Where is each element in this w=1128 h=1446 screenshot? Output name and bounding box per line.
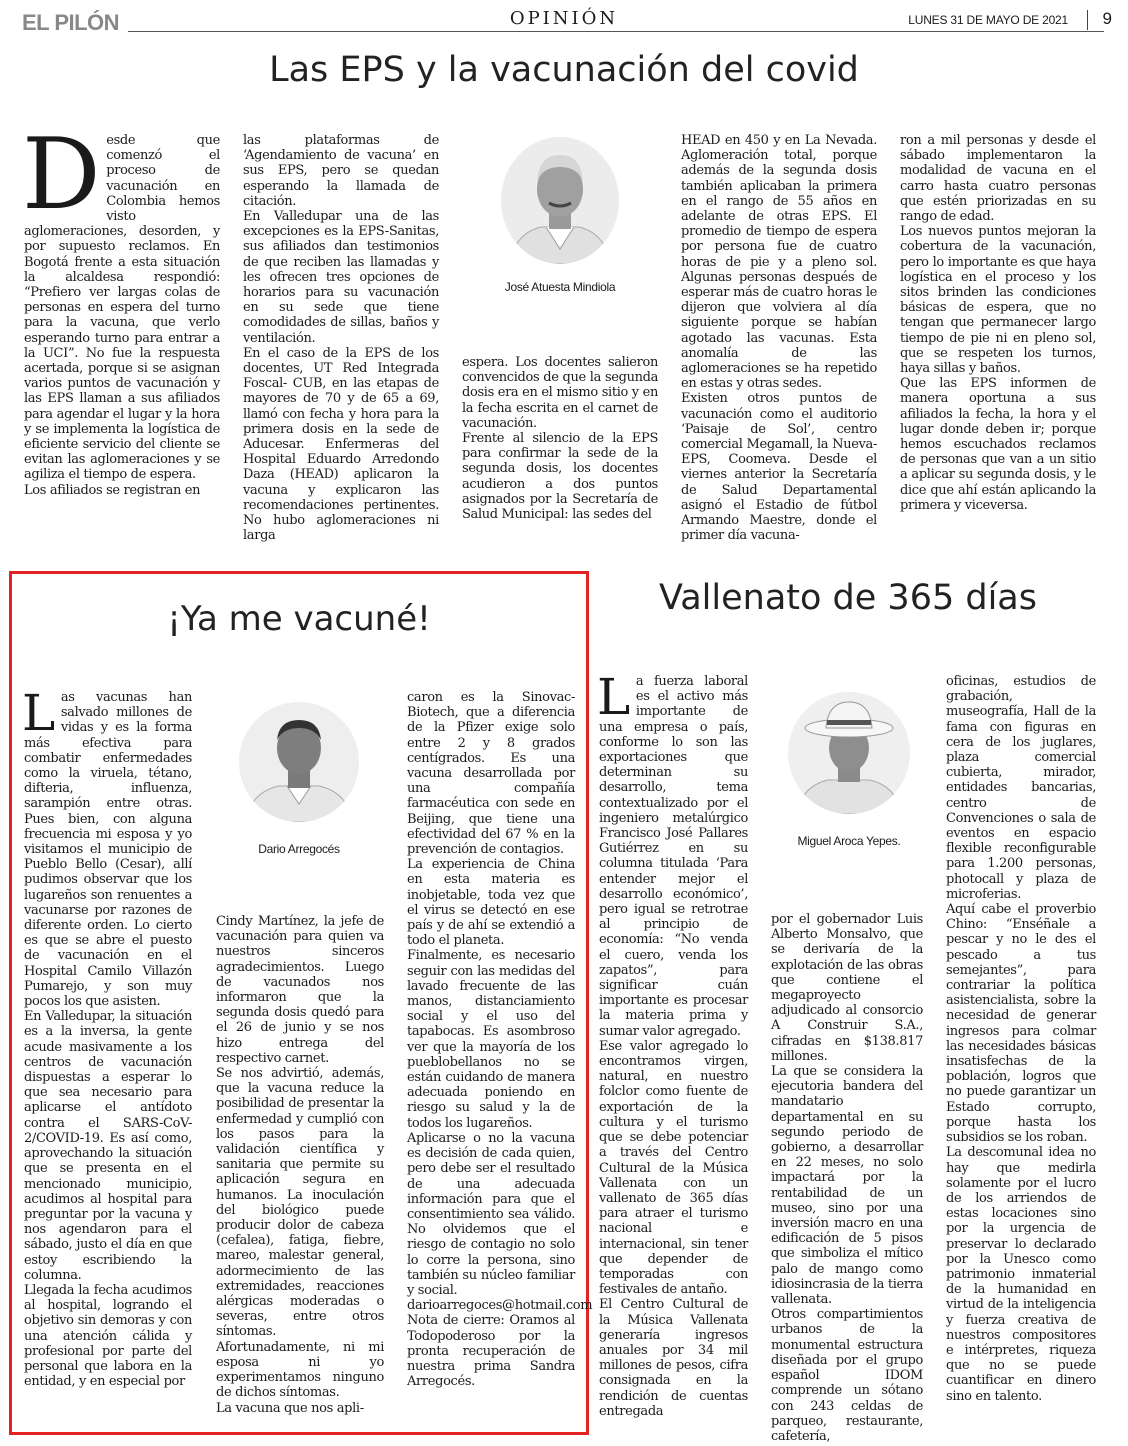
author-photo bbox=[788, 692, 910, 814]
paragraph: ron a mil personas y desde el sábado implementaron la modalidad de vacuna en el carro hasta cuatro personas que estén priorizadas en su rango de edad. bbox=[900, 133, 1096, 225]
article-column bbox=[900, 133, 1096, 513]
page-number: 9 bbox=[1102, 9, 1112, 28]
paragraph: Aquí cabe el proverbio Chino: “Enséñale a pescar y no le des el pescado a tus semejantes”, para contrariar la política asistencialista, sobre la necesidad de generar ingresos para colmar las necesidades básicas insatisfechas de la población, logros que no puede garantizar un Estado corrupto, porque hasta los subsidios se los roban. bbox=[946, 902, 1096, 1146]
paragraph: La que se considera la ejecutoria bandera del mandatario departamental en su segundo periodo de gobierno, a desarrollar en 22 meses, no solo impactará por la rentabilidad de un museo, sino por una inversión macro en una edificación de 5 pisos que simboliza el mítico palo de mango como idiosincrasia de la tierra vallenata. bbox=[771, 1064, 923, 1308]
article-column bbox=[462, 355, 658, 522]
logo-text: EL PILÓN bbox=[22, 10, 120, 35]
paragraph: La experiencia de China en esta materia es inobjetable, toda vez que el virus se detectó en ese país y de ahí se extendió a todo el planeta. bbox=[407, 857, 575, 949]
paragraph: La descomunal idea no hay que medirla solamente por el lucro de los arriendos de estas locaciones sino por la urgencia de preservar lo declarado por la Unesco como patrimonio inmaterial de la humanidad en virtud de la inteligencia y fuerza creativa de nuestros compositores e intérpretes, riqueza que no se puede cuantificar en dinero sino en talento. bbox=[946, 1145, 1096, 1404]
article-column bbox=[407, 690, 593, 1390]
paragraph: El Centro Cultural de la Música Vallenata generaría ingresos anuales por 34 mil millones de pesos, cifra consignada en la rendición de cuentas entregada bbox=[599, 1297, 748, 1419]
paragraph: esde que comenzó el proceso de vacunación en Colombia hemos visto aglomeraciones, desorden, y por supuesto reclamos. En Bogotá frente a esta situación la alcaldesa respondió: “Prefiero ver largas colas de personas en espera del turno para la vacuna, que verlo esperando turno para entrar a la UCI”. No fue la respuesta acertada, porque si se asignan varios puntos de vacunación y las EPS llaman a sus afiliados para agendar el lugar y la hora y se implementa la logística de eficiente servicio del cliente se evitan las aglomeraciones y se agiliza el tiempo de espera. bbox=[24, 133, 220, 483]
paragraph: oficinas, estudios de grabación, museografía, Hall de la fama con figuras en cera de los juglares, plaza comercial cubierta, mirador, entidades bancarias, centro de Convenciones o sala de eventos en espacio flexible reconfigurable para 1.200 personas, photocall y plaza de microferias. bbox=[946, 674, 1096, 902]
paragraph: Ese valor agregado lo encontramos virgen, natural, en nuestro folclor como fuente de exportación de la cultura y el turismo que se debe potenciar a través del Centro Cultural de la Música Vallenata con un vallenato de 365 días para atraer el turismo nacional e internacional, sin tener que depender de temporadas con festivales de antaño. bbox=[599, 1038, 748, 1298]
paragraph: espera. Los docentes salieron convencidos de que la segunda dosis era en el mismo sitio y en la fecha escrita en el carnet de vacunación. bbox=[462, 355, 658, 431]
article-column bbox=[946, 674, 1096, 1404]
paragraph: a fuerza laboral es el activo más importante de una empresa o país, conforme lo son las exportaciones que determinan su desarrollo, tema contextualizado por el ingeniero metalúrgico Francisco José Pallares Gutiérrez en su columna titulada ‘Para entender mejor el desarrollo económico’, pero igual se retrotrae al principio de economía: “No venda el cuero, venda los zapatos”, para significar cuán importante es procesar la materia prima y sumar valor agregado. bbox=[599, 674, 748, 1039]
article-title: ¡Ya me vacuné! bbox=[167, 599, 431, 639]
author-photo bbox=[501, 137, 619, 264]
drop-cap: L bbox=[597, 668, 630, 726]
paragraph: Nota de cierre: Oramos al Todopoderoso por la pronta recuperación de nuestra prima Sandra Arregocés. bbox=[407, 1313, 575, 1390]
author-name: Miguel Aroca Yepes. bbox=[797, 834, 901, 848]
paragraph: Los nuevos puntos mejoran la cobertura de la vacunación, pero lo importante es que haya logística en el proceso y los sitos brinden las condiciones básicas de espera, que no tengan que permanecer largo tiempo de pie ni en pleno sol, que se respeten los turnos, haya sillas y baños. bbox=[900, 224, 1096, 377]
paragraph: Aplicarse o no la vacuna es decisión de cada quien, pero debe ser el resultado de una adecuada información para que el consentimiento sea válido. No olvidemos que el riesgo de contagio no solo lo corre la persona, sino también su núcleo familiar y social. bbox=[407, 1130, 575, 1298]
page-number-divider bbox=[1087, 10, 1088, 30]
article-column bbox=[771, 912, 923, 1444]
paragraph: En el caso de la EPS de los docentes, UT Red Integrada Foscal- CUB, en las etapas de mayores de 70 y de 65 a 69, llamó con fecha y hora para la primera dosis en la sede de Aducesar. Enfermeras del Hospital Eduardo Arredondo Daza (HEAD) aplicaron la vacuna y explicaron las recomendaciones pertinentes. No hubo aglomeraciones ni larga bbox=[243, 345, 439, 544]
article-column bbox=[216, 914, 384, 1416]
article-column bbox=[681, 133, 877, 543]
paragraph: Los afiliados se registran en bbox=[24, 482, 201, 498]
paragraph: Frente al silencio de la EPS para confirmar la sede de la segunda dosis, los docentes acudieron a dos puntos asignados por la Secretaría de Salud Municipal: las sedes del bbox=[462, 431, 658, 523]
paragraph: La vacuna que nos apli- bbox=[216, 1400, 364, 1416]
article-column bbox=[22, 684, 192, 1390]
author-name: José Atuesta Mindiola bbox=[504, 280, 616, 294]
author-photo bbox=[239, 702, 359, 822]
paragraph: Cindy Martínez, la jefe de vacunación para quien va nuestros sinceros agradecimientos. Luego de vacunados nos informaron que la segunda dosis quedó para el 26 de junio y se nos hizo entrega del respectivo carnet. bbox=[216, 914, 384, 1066]
drop-cap: L bbox=[22, 684, 55, 742]
paragraph: Existen otros puntos de vacunación como el auditorio ‘Paisaje de Sol’, centro comercial Megamall, la Nueva-EPS, Coomeva. Desde el viernes anterior la Secretaría de Salud Departamental asignó el Estadio de fútbol Armando Maestre, donde el primer día vacuna- bbox=[681, 391, 877, 544]
section-title: OPINIÓN bbox=[509, 8, 619, 29]
article-column bbox=[597, 668, 748, 1419]
header-rule bbox=[128, 31, 1104, 32]
paragraph: Finalmente, es necesario seguir con las medidas del lavado frecuente de las manos, distanciamiento social y el uso del tapabocas. Es asombroso ver que la mayoría de los pueblobellanos no se están cuidando de manera adecuada poniendo en riesgo su salud y la de todos los lugareños. bbox=[407, 948, 575, 1131]
article-title: Vallenato de 365 días bbox=[659, 578, 1037, 618]
paragraph: Que las EPS informen de manera oportuna a sus afiliados la fecha, la hora y el lugar donde deben ir; porque hemos escuchados reclamos de personas que van a un sitio a aplicar su segunda dosis, y le dice que ahí están aplicando la primera y viceversa. bbox=[900, 376, 1096, 513]
paragraph: as vacunas han salvado millones de vidas y es la forma más efectiva para combatir enfermedades como la viruela, tétano, difteria, influenza, sarampión entre otras. Pues bien, con alguna frecuencia mi esposa y yo visitamos el municipio de Pueblo Bello (Cesar), allí pudimos observar que los lugareños son renuentes a vacunarse por razones de diferente orden. Lo cierto es que se abre el puesto de vacunación en el Hospital Camilo Villazón Pumarejo, y son muy pocos los que asisten. bbox=[24, 690, 192, 1010]
paragraph: En Valledupar, la situación es a la inversa, la gente acude masivamente a los centros de vacunación dispuestas a esperar lo que sea necesario para aplicarse el antídoto contra el SARS-CoV-2/COVID-19. Es así como, aprovechando la situación que se presenta en el mencionado municipio, acudimos al hospital para preguntar por la vacuna y nos agendaron para el sábado, justo el día en que estoy escribiendo la columna. bbox=[24, 1009, 192, 1283]
paragraph: caron es la Sinovac-Biotech, que a diferencia de la Pfizer exige solo entre 2 y 8 grados centígrados. Es una vacuna desarrollada por una compañía farmacéutica con sede en Beijing, que tiene una efectividad del 67 % en la prevención de contagios. bbox=[407, 690, 575, 858]
author-email: darioarregoces@hotmail.com bbox=[407, 1298, 593, 1314]
article-title: Las EPS y la vacunación del covid bbox=[269, 50, 859, 90]
author-name: Dario Arregocés bbox=[258, 842, 340, 856]
drop-cap: D bbox=[22, 118, 101, 232]
article-column bbox=[22, 118, 220, 498]
paragraph: Se nos advirtió, además, que la vacuna reduce la posibilidad de presentar la enfermedad y cumplió con los pasos para la validación científica y sanitaria que permite su aplicación segura en humanos. La inoculación del biológico puede producir dolor de cabeza (cefalea), fatiga, fiebre, mareo, malestar general, adormecimiento de las extremidades, reacciones alérgicas moderadas o severas, entre otros síntomas. Afortunadamente, ni mi esposa ni yo experimentamos ninguno de dichos síntomas. bbox=[216, 1066, 384, 1401]
article-column bbox=[243, 133, 439, 543]
paragraph: las plataformas de ‘Agendamiento de vacuna’ en sus EPS, pero se quedan esperando la llamada de citación. bbox=[243, 133, 439, 209]
paragraph: En Valledupar una de las excepciones es la EPS-Sanitas, sus afiliados dan testimonios de que reciben las llamadas y les ofrecen tres opciones de horarios para su vacunación en su sede que tiene comodidades de sillas, baños y ventilación. bbox=[243, 209, 439, 346]
paragraph: por el gobernador Luis Alberto Monsalvo, que se derivaría de la explotación de las obras que contiene el megaproyecto adjudicado al consorcio A Construir S.A., cifradas en $138.817 millones. bbox=[771, 912, 923, 1064]
paragraph: Otros compartimientos urbanos de la monumental estructura diseñada por el grupo español IDOM comprende un sótano con 243 celdas de parqueo, restaurante, cafetería, bbox=[771, 1307, 923, 1444]
issue-date: LUNES 31 DE MAYO DE 2021 bbox=[908, 13, 1068, 27]
paragraph: HEAD en 450 y en La Nevada. Aglomeración total, porque además de la segunda dosis también aplicaban la primera en el rango de 55 años en adelante de otras EPS. El promedio de tiempo de espera por persona fue de cuatro horas de pie y a pleno sol. Algunas personas después de esperar más de cuatro horas le dijeron que volviera al día siguiente porque se habían agotado las vacunas. Esta anomalía de las aglomeraciones se ha repetido en estas y otras sedes. bbox=[681, 133, 877, 392]
paragraph: Llegada la fecha acudimos al hospital, logrando el objetivo sin demoras y con una atención cálida y profesional por parte del personal que labora en la entidad, y en especial por bbox=[24, 1282, 192, 1390]
